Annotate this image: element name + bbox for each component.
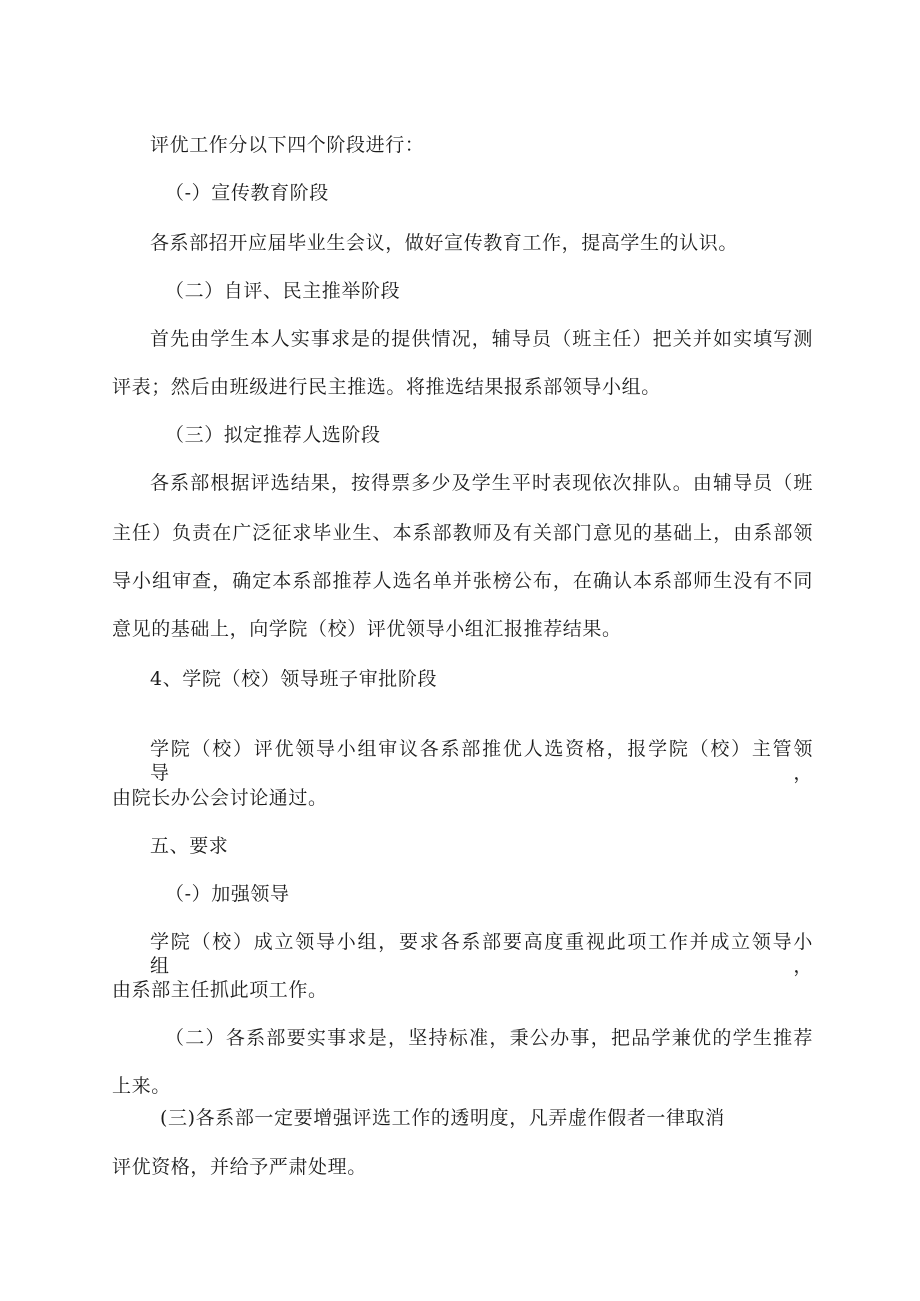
paragraph-candidates-line-4: 意见的基础上，向学院（校）评优领导小组汇报推荐结果。 bbox=[112, 618, 622, 640]
paragraph-publicity: 各系部招开应届毕业生会议，做好宣传教育工作，提高学生的认识。 bbox=[150, 232, 739, 254]
section-heading-approval: 4、学院（校）领导班子审批阶段 bbox=[150, 668, 438, 690]
paragraph-approval-line-1: 学院（校）评优领导小组审议各系部推优人选资格，报学院（校）主管领导， bbox=[150, 738, 813, 784]
paragraph-transparency-line-1: (三)各系部一定要增强评选工作的透明度，凡弄虚作假者一律取消 bbox=[160, 1107, 725, 1129]
paragraph-leadership-line-1: 学院（校）成立领导小组，要求各系部要高度重视此项工作并成立领导小组， bbox=[150, 931, 813, 977]
paragraph-approval-line-2: 由院长办公会讨论通过。 bbox=[112, 787, 328, 809]
section-heading-publicity: （-）宣传教育阶段 bbox=[165, 182, 329, 204]
paragraph-transparency-line-2: 评优资格，并给予严肃处理。 bbox=[112, 1156, 367, 1178]
paragraph-candidates-line-1: 各系部根据评选结果，按得票多少及学生平时表现依次排队。由辅导员（班 bbox=[150, 472, 813, 494]
section-heading-requirements: 五、要求 bbox=[150, 835, 229, 857]
paragraph-candidates-line-2: 主任）负责在广泛征求毕业生、本系部教师及有关部门意见的基础上，由系部领 bbox=[112, 522, 813, 544]
paragraph-standards-line-2: 上来。 bbox=[112, 1075, 171, 1097]
paragraph-candidates-line-3: 导小组审查，确定本系部推荐人选名单并张榜公布，在确认本系部师生没有不同 bbox=[112, 570, 813, 592]
intro-line: 评优工作分以下四个阶段进行： bbox=[150, 134, 425, 156]
paragraph-self-evaluation-line-1: 首先由学生本人实事求是的提供情况，辅导员（班主任）把关并如实填写测 bbox=[150, 328, 813, 350]
subheading-leadership: （-）加强领导 bbox=[165, 883, 290, 905]
section-heading-self-evaluation: （二）自评、民主推举阶段 bbox=[165, 280, 401, 302]
section-heading-candidates: （三）拟定推荐人选阶段 bbox=[165, 424, 381, 446]
paragraph-standards-line-1: （二）各系部要实事求是，坚持标准，秉公办事，把品学兼优的学生推荐 bbox=[165, 1027, 813, 1049]
paragraph-self-evaluation-line-2: 评表；然后由班级进行民主推选。将推选结果报系部领导小组。 bbox=[112, 376, 661, 398]
paragraph-leadership-line-2: 由系部主任抓此项工作。 bbox=[112, 979, 328, 1001]
